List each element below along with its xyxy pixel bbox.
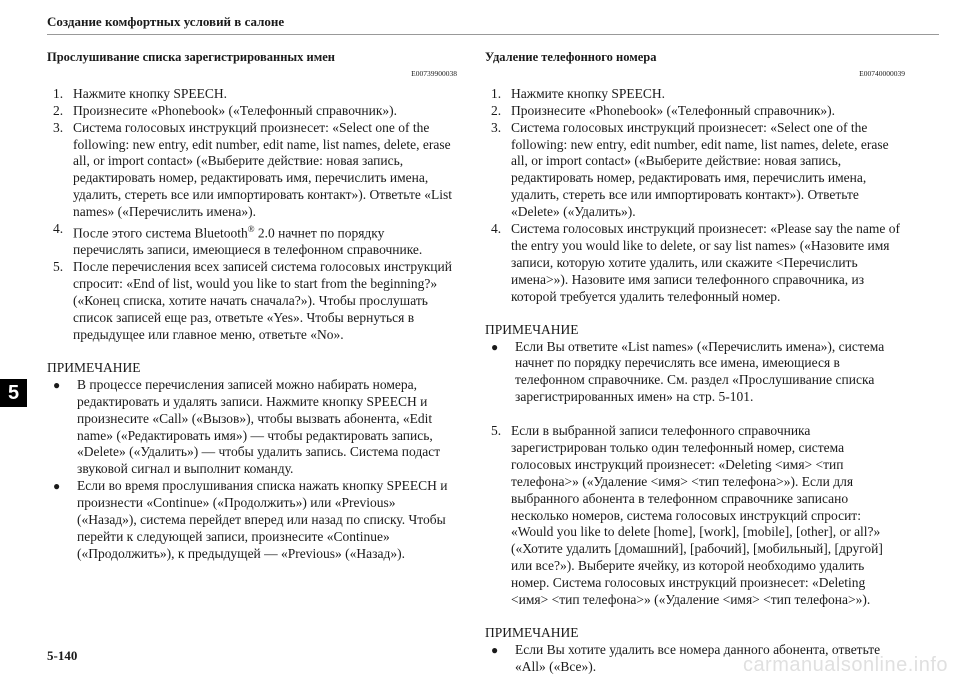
note-bullet (485, 339, 905, 407)
item-number: 5. (53, 259, 64, 275)
right-column (485, 49, 905, 676)
watermark: carmanualsonline.info (742, 654, 948, 676)
bullet-text: Если во время прослушивания списка нажать кнопку SPEECH и произнести «Continue» («Продолжить») или «Previous» («Назад»), система перейдет вперед или назад по списку. Чтобы перейти к следующей записи, произнесите «Continue» («Продолжить»), к предыдущей — «Previous» («Назад»). (77, 478, 448, 561)
running-header: Создание комфортных условий в салоне (47, 14, 285, 29)
note-heading: ПРИМЕЧАНИЕ (485, 321, 579, 337)
item-number: 3. (53, 119, 64, 135)
bullet-text: Если Вы ответите «List names» («Перечислить имена»), система начнет по порядку перечислять все имена, имеющиеся в телефонном справочнике. См. раздел «Прослушивание списка зарегистрированных имен» на стр. 5-101. (515, 338, 885, 405)
list-item (485, 221, 905, 306)
bullet-dot-icon: ● (53, 479, 61, 494)
chapter-tab: 5 (0, 379, 27, 407)
bullet-dot-icon: ● (53, 377, 61, 392)
item-number: 4. (491, 221, 502, 237)
item-text: После перечисления всех записей система голосовых инструкций спросит: «End of list, would you like to start from the beginning?» («Конец списка, хотите начать сначала?»). Чтобы прослушать список записей еще раз, ответьте «Yes». Чтобы вернуться в предыдущее или главное меню, ответьте «No». (73, 259, 452, 342)
bullet-text: Если Вы хотите удалить все номера данного абонента, ответьте «All» («Все»). (515, 641, 881, 674)
item-text: Нажмите кнопку SPEECH. (511, 85, 665, 101)
list-item (485, 120, 905, 221)
item-number: 1. (53, 85, 64, 101)
bullet-text: В процессе перечисления записей можно набирать номера, редактировать и удалять записи. Нажмите кнопку SPEECH и произнесите «Call» («Вызов»), чтобы вызвать абонента, «Edit name» («Редактировать имя») — чтобы редактировать запись, «Delete» («Удалить») — чтобы удалить запись. Система подаст звуковой сигнал и выполнит команду. (77, 376, 441, 477)
list-item (47, 259, 457, 344)
item-text: Нажмите кнопку SPEECH. (73, 85, 227, 101)
item-number: 5. (491, 423, 502, 439)
item-text: Если в выбранной записи телефонного справочника зарегистрирован только один телефонный номер, система голосовых инструкций произнесет: «Deleting <имя> <тип телефона>» («Удаление <имя> <тип телефона>»). Если для выбранного абонента в телефонном справочнике записано несколько номеров, система голосовых инструкций спросит: «Would you like to delete [home], [work], [mobile], [other], or all?» («Хотите удалить [домашний], [рабочий], [мобильный], [другой] или все?»). Выберите ячейку, из которой необходимо удалить номер. Система голосовых инструкций произнесет: «Deleting <имя> <тип телефона>» («Удаление <имя> <тип телефона>»). (511, 423, 883, 608)
list-item (47, 120, 457, 221)
note-bullet (47, 377, 457, 478)
item-text (65, 221, 457, 259)
bullet-dot-icon: ● (491, 339, 499, 354)
item-text-part: После этого система Bluetooth (73, 225, 248, 241)
note-heading: ПРИМЕЧАНИЕ (47, 359, 141, 375)
list-item (485, 86, 905, 103)
note-heading: ПРИМЕЧАНИЕ (485, 624, 579, 640)
item-text-part: 2.0 начнет по порядку перечислять записи, имеющиеся в телефонном справочнике. (73, 225, 423, 258)
list-item (47, 86, 457, 103)
left-column (47, 49, 457, 563)
item-text: Система голосовых инструкций произнесет: «Please say the name of the entry you would like to delete, or say list names» («Назовите имя записи, которую хотите удалить, или скажите <Перечислить имена>»). Назовите имя записи телефонного справочника, из которой требуется удалить телефонный номер. (511, 221, 900, 304)
section-code: E00739900038 (411, 68, 457, 78)
list-item (47, 221, 457, 259)
section-title: Прослушивание списка зарегистрированных имен (47, 50, 336, 64)
list-item (47, 103, 457, 120)
registered-mark: ® (247, 224, 255, 235)
item-text: Система голосовых инструкций произнесет: «Select one of the following: new entry, edit number, edit name, list names, delete, erase all, or import contact» («Выберите действие: новая запись, редактировать номер, редактировать имя, перечислить имена, удалить, стереть все или импортировать контакт»). Ответьте «Delete» («Удалить»). (511, 119, 889, 220)
page-number: 5-140 (47, 648, 78, 663)
header-divider (47, 34, 939, 35)
item-number: 1. (491, 85, 502, 101)
section-code: E00740000039 (859, 68, 905, 78)
item-number: 4. (53, 221, 64, 237)
item-text: Произнесите «Phonebook» («Телефонный справочник»). (73, 102, 398, 118)
bullet-dot-icon: ● (491, 642, 499, 657)
item-number: 2. (491, 102, 502, 118)
section-title: Удаление телефонного номера (485, 50, 657, 64)
note-bullet (47, 478, 457, 563)
item-text: Произнесите «Phonebook» («Телефонный справочник»). (511, 102, 836, 118)
item-text: Система голосовых инструкций произнесет: «Select one of the following: new entry, edit number, edit name, list names, delete, erase all, or import contact» («Выберите действие: новая запись, редактировать номер, редактировать имя, перечислить имена, удалить, стереть все или импортировать контакт»). Ответьте «List names» («Перечислить имена»). (73, 119, 452, 220)
list-item (485, 103, 905, 120)
item-number: 3. (491, 119, 502, 135)
item-number: 2. (53, 102, 64, 118)
list-item (485, 423, 905, 609)
